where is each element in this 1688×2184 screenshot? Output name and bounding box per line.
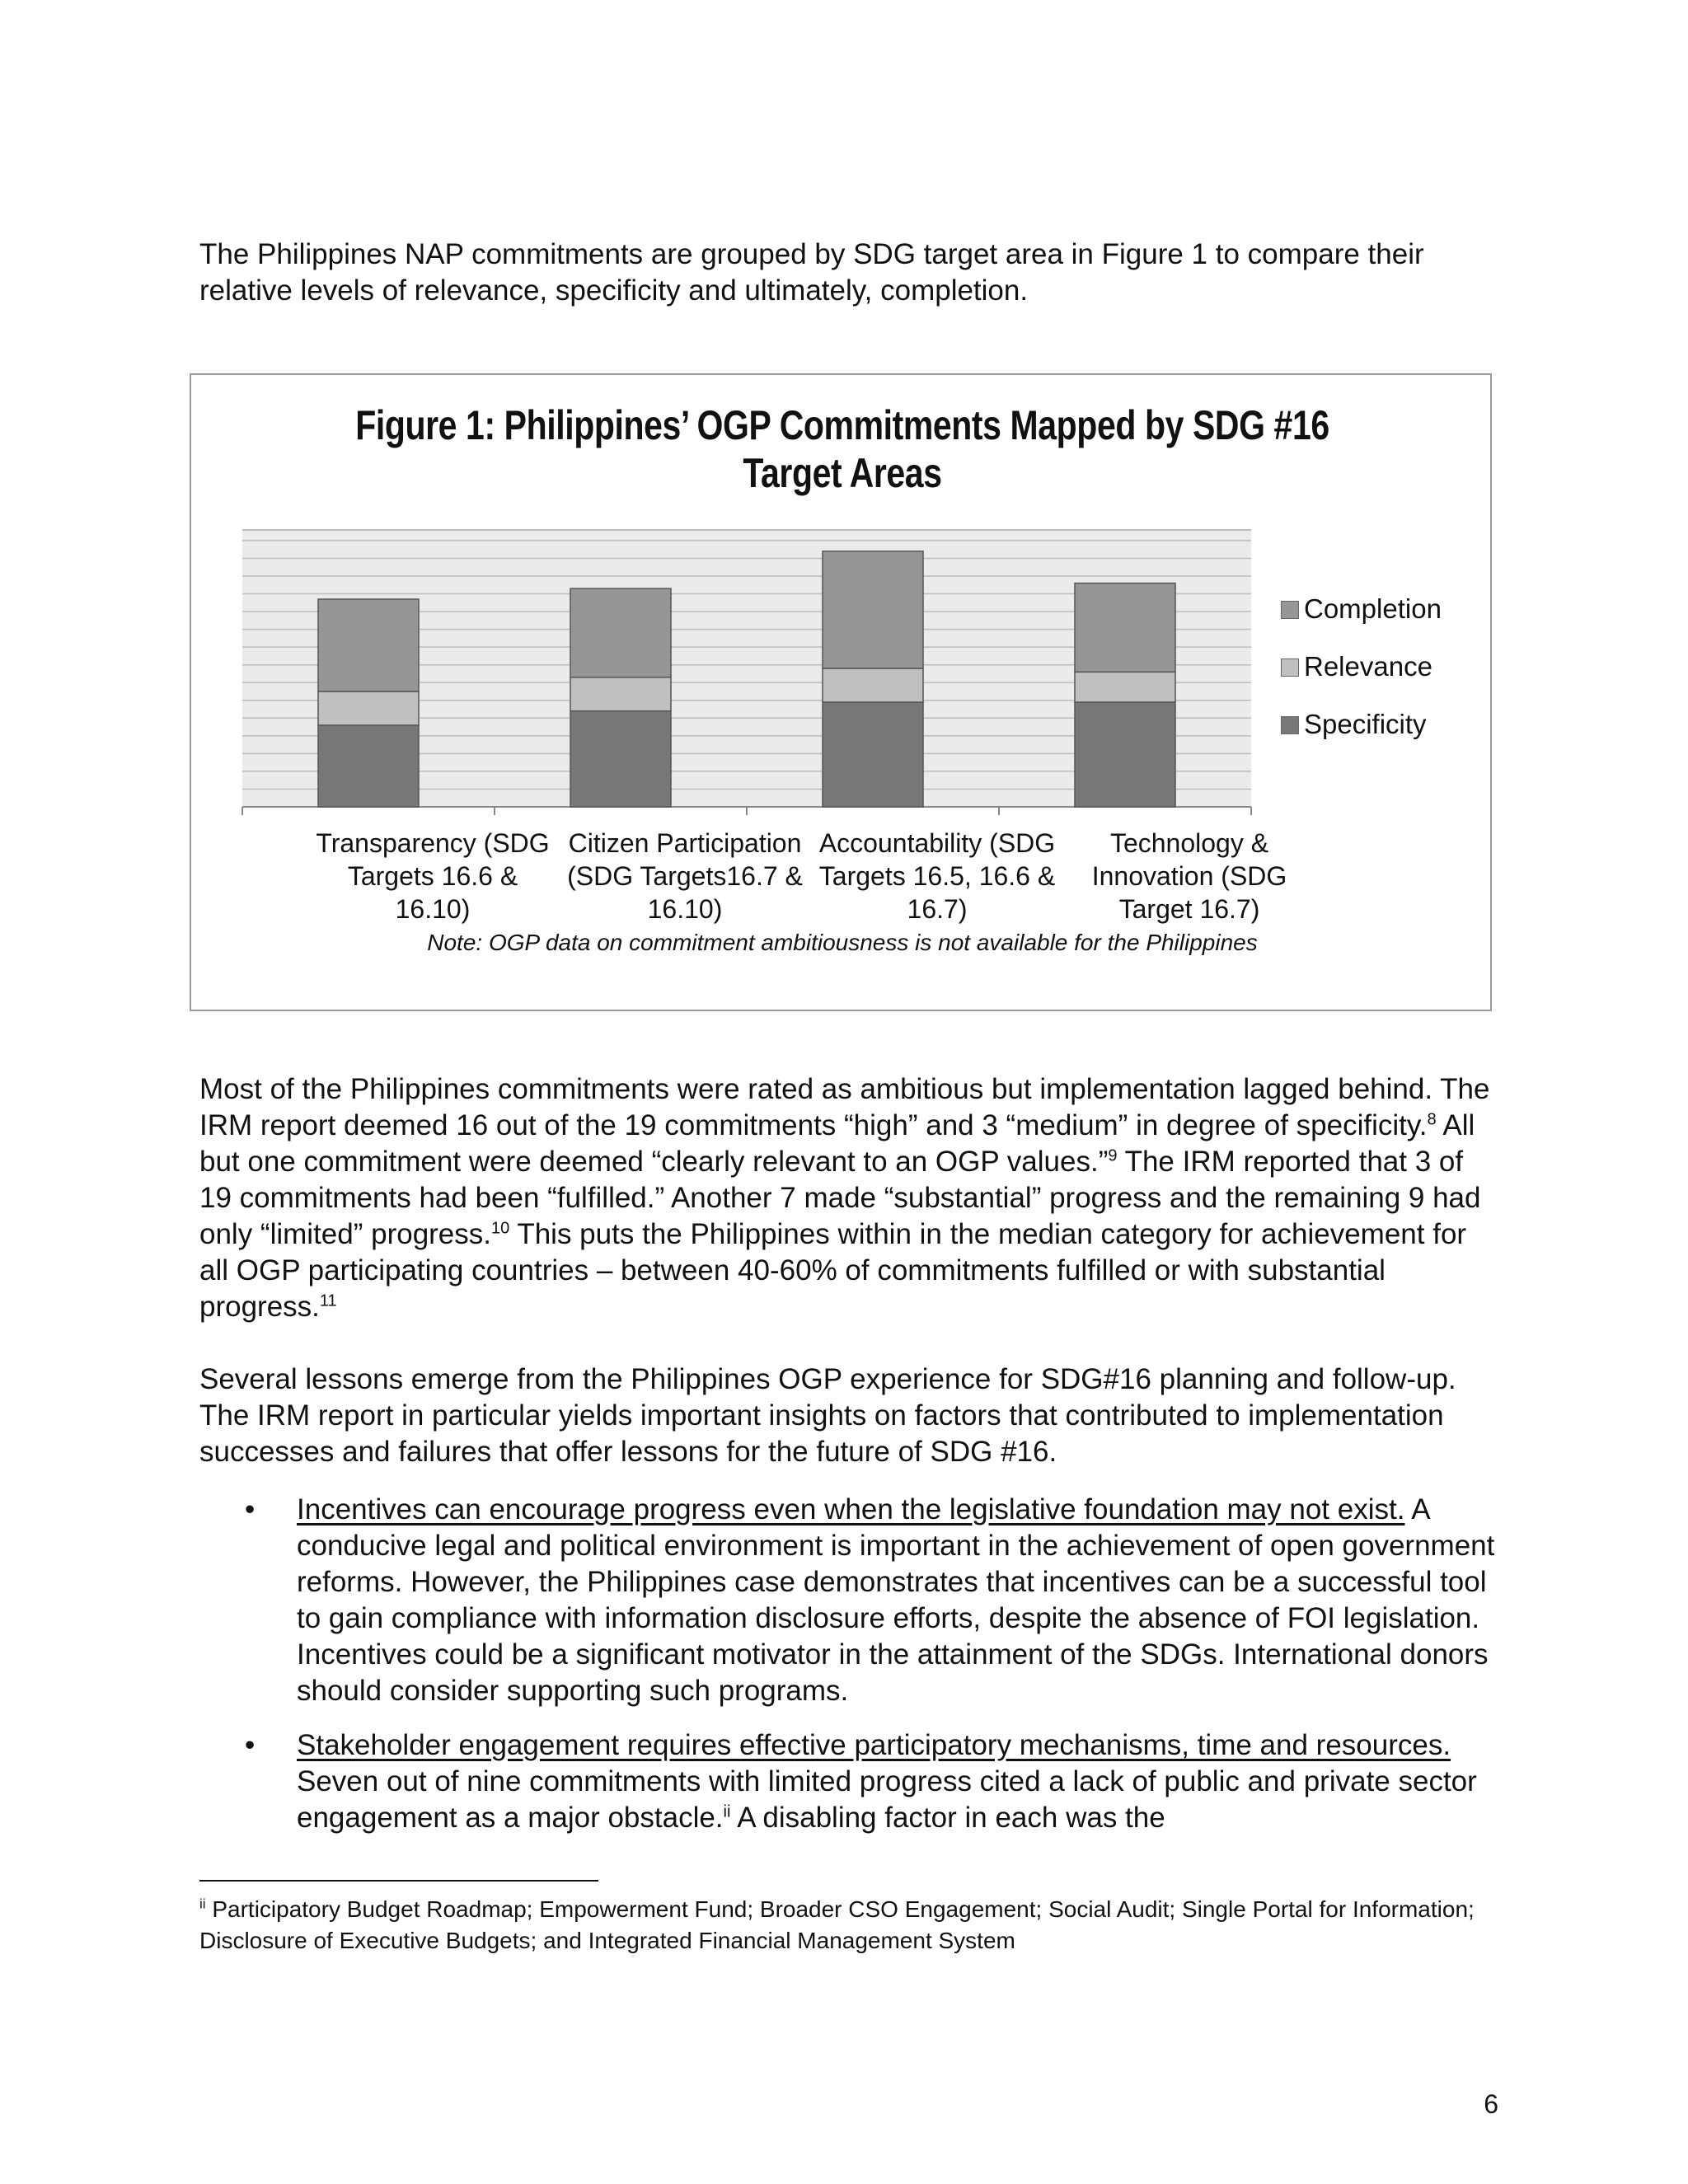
figure-title-line-2: Target Areas bbox=[743, 450, 942, 496]
footnote-ref-ii: ii bbox=[723, 1802, 731, 1821]
footnote-ii: $^{ii}$ Participatory Budget Roadmap; Empowerment Fund; Broader CSO Engagement; Social Audit; Single Portal for Information; Disclosure of Executive Budgets; and Integrated Financial Management System bbox=[199, 1896, 1475, 1953]
legend-item-completion: Completion bbox=[1281, 593, 1442, 626]
footnote-ref-11: 11 bbox=[319, 1291, 337, 1310]
bar-completion bbox=[1075, 583, 1175, 673]
legend-swatch-completion bbox=[1281, 601, 1299, 619]
bar-completion bbox=[823, 551, 923, 668]
body-paragraph-1: Most of the Philippines commitments were rated as ambitious but implementation lagged behind. The IRM report deemed 16 out of the 19 commitments “high” and 3 “medium” in degree of specificity.$^8$ All but one commitment were deemed “clearly relevant to an OGP values.”$^9$ The IRM reported that 3 of 19 commitments had been “fulfilled.” Another 7 made “substantial” progress and the remaining 9 had only “limited” progress.$^{10}$ This puts the Philippines within in the median category for achievement for all OGP participating countries – between 40-60% of commitments fulfilled or with substantial progress.$^{11}$ bbox=[199, 1073, 1490, 1323]
bar-relevance bbox=[1075, 672, 1175, 702]
bar-relevance bbox=[823, 668, 923, 702]
figure-1 bbox=[190, 373, 1492, 1011]
bullet-icon: • bbox=[245, 1729, 256, 1761]
footnote-ref-8: 8 bbox=[1427, 1110, 1437, 1129]
bar-relevance bbox=[318, 691, 419, 725]
bar-specificity bbox=[823, 702, 923, 807]
bar-specificity bbox=[1075, 702, 1175, 807]
intro-text: The Philippines NAP commitments are grouped by SDG target area in Figure 1 to compare their relative levels of relevance, specificity and ultimately, completion. bbox=[199, 238, 1424, 307]
page-number: 6 bbox=[1484, 2089, 1498, 2119]
legend-item-relevance: Relevance bbox=[1281, 650, 1432, 683]
figure-note: Note: OGP data on commitment ambitiousness is not available for the Philippines bbox=[427, 930, 1258, 955]
list-item: • Stakeholder engagement requires effective participatory mechanisms, time and resources. Seven out of nine commitments with limited progress cited a lack of public and private sector engagement as a major obstacle.$^{ii}$ A disabling factor in each was the bbox=[245, 1729, 1477, 1834]
bullet-icon: • bbox=[245, 1493, 256, 1526]
legend-item-specificity: Specificity bbox=[1281, 708, 1427, 741]
footnote-ref-9: 9 bbox=[1108, 1146, 1118, 1165]
x-tick-label-transparency: Transparency (SDG Targets 16.6 & 16.10) bbox=[316, 828, 550, 924]
bullet-heading: Stakeholder engagement requires effective participatory mechanisms, time and resources. bbox=[297, 1729, 1451, 1761]
list-item: • Incentives can encourage progress even when the legislative foundation may not exist. A conducive legal and political environment is important in the achievement of open government reforms. However, the Philippines case demonstrates that incentives can be a successful tool to gain compliance with information disclosure efforts, despite the absence of FOI legislation. Incentives could be a significant motivator in the attainment of the SDGs. International donors should consider supporting such programs. bbox=[245, 1493, 1495, 1707]
footnote-mark: ii bbox=[199, 1896, 206, 1912]
body-paragraph-2: Several lessons emerge from the Philippines OGP experience for SDG#16 planning and follow-up. The IRM report in particular yields important insights on factors that contributed to implementation successes and failures that offer lessons for the future of SDG #16. bbox=[199, 1363, 1456, 1468]
bar-relevance bbox=[570, 677, 671, 711]
legend-swatch-specificity bbox=[1281, 716, 1299, 734]
intro-paragraph bbox=[199, 237, 1502, 309]
x-tick-label-accountability: Accountability (SDG Targets 16.5, 16.6 & 16.7) bbox=[818, 828, 1056, 924]
bullet-heading: Incentives can encourage progress even when the legislative foundation may not exist. bbox=[297, 1493, 1405, 1526]
bar-completion bbox=[318, 599, 419, 691]
footnote-ref-10: 10 bbox=[491, 1219, 510, 1238]
x-tick-label-citizen-participation: Citizen Participation (SDG Targets16.7 & 16.10) bbox=[567, 828, 803, 924]
bar-completion bbox=[570, 588, 671, 677]
bar-specificity bbox=[570, 711, 671, 807]
footnote-separator bbox=[199, 1880, 598, 1882]
lessons-list bbox=[199, 1492, 1518, 1854]
legend-swatch-relevance bbox=[1281, 658, 1299, 677]
x-tick-label-technology-innovation: Technology & Innovation (SDG Target 16.7) bbox=[1091, 828, 1287, 924]
figure-title-line-1: Figure 1: Philippines’ OGP Commitments Mapped by SDG #16 bbox=[355, 402, 1329, 448]
bar-specificity bbox=[318, 725, 419, 807]
